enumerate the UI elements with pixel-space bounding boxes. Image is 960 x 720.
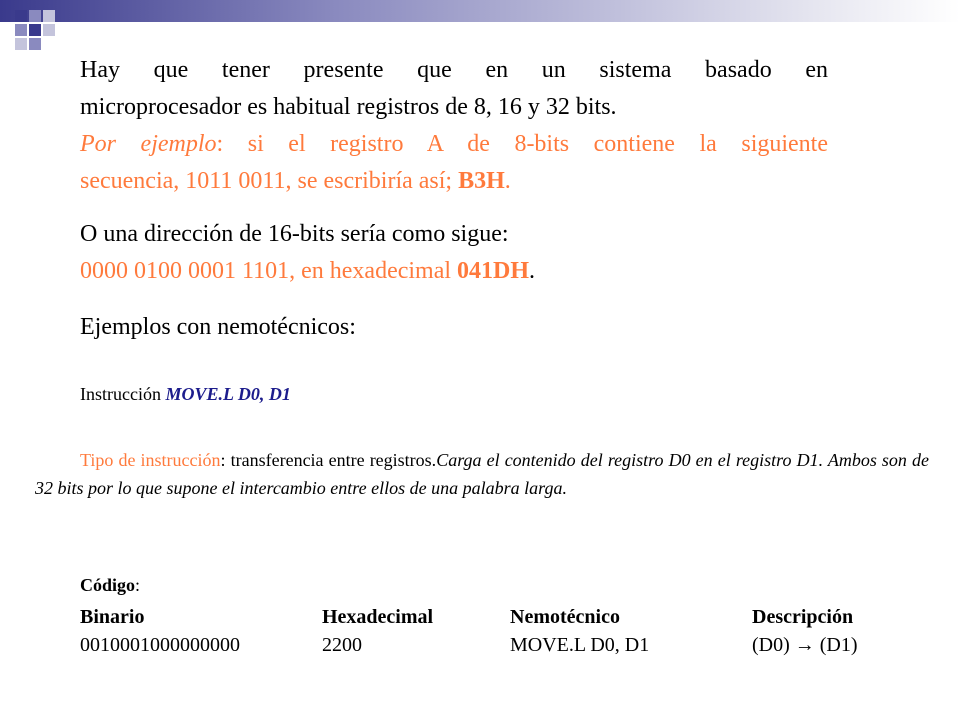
decorative-square	[43, 10, 55, 22]
code-table	[80, 603, 912, 659]
code-separator: :	[135, 575, 141, 595]
decorative-square	[15, 24, 27, 36]
instruction-code: MOVE.L D0, D1	[165, 384, 291, 404]
cell-mnemonic: MOVE.L D0, D1	[510, 634, 650, 656]
address-paragraph	[80, 216, 880, 290]
instruction-type-separator: :	[220, 450, 231, 470]
examples-heading: Ejemplos con nemotécnicos:	[80, 314, 356, 340]
example-paragraph	[80, 126, 828, 200]
address-line-1: O una dirección de 16-bits sería como sigue:	[80, 221, 509, 247]
example-line-2	[80, 163, 828, 200]
example-hex-value: B3H	[458, 168, 505, 194]
header-descripcion: Descripción	[752, 606, 854, 628]
example-line-1	[80, 126, 828, 163]
address-period: .	[529, 258, 536, 284]
instruction-label: Instrucción	[80, 384, 166, 404]
header-hexadecimal: Hexadecimal	[322, 606, 434, 628]
cell-description: (D0) → (D1)	[752, 634, 858, 656]
instruction-type-text: transferencia entre registros.	[230, 450, 437, 470]
intro-line-1: Hay que tener presente que en un sistema basado en	[80, 57, 828, 83]
address-line-2	[80, 253, 880, 290]
decorative-square	[29, 24, 41, 36]
instruction-line	[80, 381, 291, 407]
decorative-square	[29, 38, 41, 50]
code-label: Código	[80, 575, 136, 595]
header-nemotecnico: Nemotécnico	[510, 606, 620, 628]
code-table-header-row	[80, 603, 912, 631]
decorative-title-bar	[0, 0, 960, 22]
example-emphasis: Por ejemplo	[80, 131, 217, 157]
decorative-square	[43, 24, 55, 36]
code-table-row	[80, 631, 912, 659]
code-heading	[80, 571, 140, 599]
example-line-2-text: secuencia, 1011 0011, se escribiría así;	[80, 168, 459, 194]
cell-binary: 0010001000000000	[80, 634, 240, 656]
cell-hex: 2200	[322, 634, 362, 656]
example-line-1-rest: : si el registro A de 8-bits contiene la siguiente	[216, 131, 828, 157]
intro-line-2: microprocesador es habitual registros de 8, 16 y 32 bits.	[80, 94, 617, 120]
decorative-square	[15, 38, 27, 50]
intro-paragraph	[80, 52, 828, 126]
address-binary: 0000 0100 0001 1101, en hexadecimal	[80, 258, 458, 284]
address-hex-value: 041DH	[457, 258, 530, 284]
instruction-type-paragraph	[35, 446, 929, 502]
decorative-square	[29, 10, 41, 22]
instruction-type-label: Tipo de instrucción	[80, 450, 221, 470]
example-period: .	[504, 168, 511, 194]
decorative-square	[15, 10, 27, 22]
header-binario: Binario	[80, 606, 145, 628]
instruction-type-description: Carga el contenido del registro D0 en el registro D1. Ambos son de 32 bits por lo que supone el intercambio entre ellos de una palabra larga.	[35, 450, 929, 498]
